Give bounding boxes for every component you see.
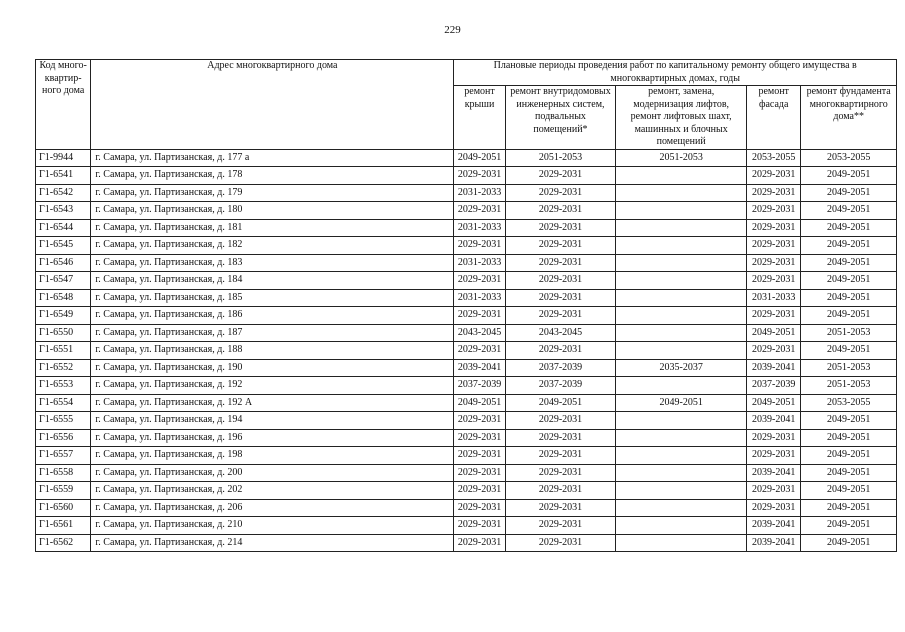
cell-facade: 2029-2031 [747, 429, 801, 447]
cell-address: г. Самара, ул. Партизанская, д. 214 [91, 534, 454, 552]
header-facade: ремонт фасада [747, 86, 801, 150]
cell-facade: 2031-2033 [747, 289, 801, 307]
table-row [36, 184, 897, 202]
cell-address: г. Самара, ул. Партизанская, д. 184 [91, 272, 454, 290]
cell-roof: 2039-2041 [454, 359, 505, 377]
cell-foundation: 2049-2051 [801, 464, 897, 482]
cell-roof: 2049-2051 [454, 394, 505, 412]
cell-systems: 2029-2031 [505, 307, 616, 325]
cell-lifts [616, 517, 747, 535]
cell-systems: 2029-2031 [505, 517, 616, 535]
cell-roof: 2029-2031 [454, 237, 505, 255]
cell-foundation: 2049-2051 [801, 237, 897, 255]
cell-address: г. Самара, ул. Партизанская, д. 186 [91, 307, 454, 325]
cell-facade: 2039-2041 [747, 534, 801, 552]
header-periods: Плановые периоды проведения работ по капитальному ремонту общего имущества в многоквартирных домах, годы [454, 60, 897, 86]
cell-foundation: 2049-2051 [801, 534, 897, 552]
table-row [36, 499, 897, 517]
cell-address: г. Самара, ул. Партизанская, д. 183 [91, 254, 454, 272]
cell-code: Г1-6541 [36, 167, 91, 185]
header-lifts: ремонт, замена, модернизация лифтов, ремонт лифтовых шахт, машинных и блочных помещений [616, 86, 747, 150]
cell-facade: 2029-2031 [747, 482, 801, 500]
cell-roof: 2037-2039 [454, 377, 505, 395]
cell-systems: 2029-2031 [505, 167, 616, 185]
table-row [36, 272, 897, 290]
cell-foundation: 2049-2051 [801, 482, 897, 500]
table-row [36, 359, 897, 377]
cell-systems: 2029-2031 [505, 289, 616, 307]
cell-lifts [616, 289, 747, 307]
cell-lifts [616, 254, 747, 272]
table-row [36, 202, 897, 220]
cell-foundation: 2051-2053 [801, 377, 897, 395]
cell-lifts [616, 342, 747, 360]
cell-facade: 2049-2051 [747, 394, 801, 412]
cell-address: г. Самара, ул. Партизанская, д. 187 [91, 324, 454, 342]
cell-address: г. Самара, ул. Партизанская, д. 182 [91, 237, 454, 255]
cell-code: Г1-6545 [36, 237, 91, 255]
cell-roof: 2043-2045 [454, 324, 505, 342]
cell-foundation: 2051-2053 [801, 359, 897, 377]
table-row [36, 447, 897, 465]
table-row [36, 412, 897, 430]
cell-code: Г1-6549 [36, 307, 91, 325]
cell-foundation: 2049-2051 [801, 184, 897, 202]
cell-systems: 2029-2031 [505, 464, 616, 482]
table-row [36, 219, 897, 237]
header-foundation: ремонт фундамента многоквартирного дома** [801, 86, 897, 150]
cell-address: г. Самара, ул. Партизанская, д. 202 [91, 482, 454, 500]
cell-address: г. Самара, ул. Партизанская, д. 181 [91, 219, 454, 237]
cell-lifts [616, 429, 747, 447]
table-row [36, 377, 897, 395]
header-code: Код много-квартир-ного дома [36, 60, 91, 150]
cell-lifts [616, 184, 747, 202]
cell-lifts [616, 167, 747, 185]
cell-lifts [616, 447, 747, 465]
cell-code: Г1-6547 [36, 272, 91, 290]
cell-lifts: 2035-2037 [616, 359, 747, 377]
cell-systems: 2029-2031 [505, 534, 616, 552]
cell-systems: 2029-2031 [505, 342, 616, 360]
cell-address: г. Самара, ул. Партизанская, д. 188 [91, 342, 454, 360]
cell-address: г. Самара, ул. Партизанская, д. 177 а [91, 149, 454, 167]
cell-foundation: 2049-2051 [801, 447, 897, 465]
cell-roof: 2029-2031 [454, 412, 505, 430]
cell-lifts [616, 377, 747, 395]
cell-code: Г1-6548 [36, 289, 91, 307]
cell-code: Г1-6553 [36, 377, 91, 395]
cell-systems: 2051-2053 [505, 149, 616, 167]
cell-roof: 2029-2031 [454, 517, 505, 535]
cell-roof: 2029-2031 [454, 534, 505, 552]
table-row [36, 482, 897, 500]
cell-roof: 2029-2031 [454, 429, 505, 447]
cell-foundation: 2049-2051 [801, 307, 897, 325]
cell-code: Г1-6543 [36, 202, 91, 220]
cell-code: Г1-6551 [36, 342, 91, 360]
cell-systems: 2043-2045 [505, 324, 616, 342]
cell-lifts [616, 307, 747, 325]
page-number: 229 [444, 24, 461, 36]
cell-address: г. Самара, ул. Партизанская, д. 198 [91, 447, 454, 465]
cell-foundation: 2049-2051 [801, 254, 897, 272]
cell-foundation: 2049-2051 [801, 202, 897, 220]
cell-facade: 2029-2031 [747, 237, 801, 255]
cell-code: Г1-6544 [36, 219, 91, 237]
cell-foundation: 2049-2051 [801, 517, 897, 535]
cell-systems: 2029-2031 [505, 447, 616, 465]
capital-repair-table [35, 59, 897, 552]
cell-foundation: 2049-2051 [801, 289, 897, 307]
cell-roof: 2049-2051 [454, 149, 505, 167]
cell-code: Г1-6560 [36, 499, 91, 517]
cell-lifts [616, 499, 747, 517]
cell-systems: 2029-2031 [505, 202, 616, 220]
cell-systems: 2029-2031 [505, 184, 616, 202]
cell-address: г. Самара, ул. Партизанская, д. 192 А [91, 394, 454, 412]
cell-facade: 2039-2041 [747, 517, 801, 535]
cell-code: Г1-6555 [36, 412, 91, 430]
cell-roof: 2029-2031 [454, 464, 505, 482]
cell-foundation: 2049-2051 [801, 219, 897, 237]
cell-code: Г1-6561 [36, 517, 91, 535]
cell-code: Г1-6550 [36, 324, 91, 342]
cell-address: г. Самара, ул. Партизанская, д. 178 [91, 167, 454, 185]
header-address: Адрес многоквартирного дома [91, 60, 454, 150]
cell-foundation: 2049-2051 [801, 167, 897, 185]
table-row [36, 394, 897, 412]
cell-facade: 2039-2041 [747, 412, 801, 430]
cell-roof: 2029-2031 [454, 342, 505, 360]
cell-roof: 2029-2031 [454, 167, 505, 185]
cell-lifts [616, 412, 747, 430]
cell-facade: 2029-2031 [747, 184, 801, 202]
cell-address: г. Самара, ул. Партизанская, д. 192 [91, 377, 454, 395]
cell-code: Г1-6556 [36, 429, 91, 447]
cell-facade: 2049-2051 [747, 324, 801, 342]
cell-code: Г1-6542 [36, 184, 91, 202]
cell-address: г. Самара, ул. Партизанская, д. 185 [91, 289, 454, 307]
cell-facade: 2029-2031 [747, 272, 801, 290]
cell-lifts [616, 324, 747, 342]
table-row [36, 167, 897, 185]
cell-systems: 2029-2031 [505, 412, 616, 430]
cell-address: г. Самара, ул. Партизанская, д. 210 [91, 517, 454, 535]
cell-foundation: 2049-2051 [801, 499, 897, 517]
table-row [36, 429, 897, 447]
cell-lifts [616, 237, 747, 255]
cell-code: Г1-6557 [36, 447, 91, 465]
cell-systems: 2029-2031 [505, 219, 616, 237]
table-body [36, 149, 897, 552]
cell-facade: 2037-2039 [747, 377, 801, 395]
cell-foundation: 2053-2055 [801, 394, 897, 412]
cell-facade: 2029-2031 [747, 342, 801, 360]
cell-address: г. Самара, ул. Партизанская, д. 200 [91, 464, 454, 482]
cell-roof: 2031-2033 [454, 219, 505, 237]
table-row [36, 464, 897, 482]
cell-systems: 2029-2031 [505, 272, 616, 290]
cell-address: г. Самара, ул. Партизанская, д. 206 [91, 499, 454, 517]
cell-roof: 2029-2031 [454, 482, 505, 500]
cell-code: Г1-6559 [36, 482, 91, 500]
cell-facade: 2029-2031 [747, 499, 801, 517]
table-row [36, 324, 897, 342]
cell-code: Г1-6552 [36, 359, 91, 377]
table-row [36, 517, 897, 535]
cell-lifts: 2049-2051 [616, 394, 747, 412]
cell-systems: 2029-2031 [505, 429, 616, 447]
cell-foundation: 2051-2053 [801, 324, 897, 342]
cell-foundation: 2053-2055 [801, 149, 897, 167]
cell-address: г. Самара, ул. Партизанская, д. 196 [91, 429, 454, 447]
cell-code: Г1-9944 [36, 149, 91, 167]
cell-systems: 2049-2051 [505, 394, 616, 412]
cell-lifts [616, 202, 747, 220]
header-systems: ремонт внутридомовых инженерных систем, подвальных помещений* [505, 86, 616, 150]
table-row [36, 342, 897, 360]
cell-systems: 2029-2031 [505, 254, 616, 272]
cell-facade: 2029-2031 [747, 219, 801, 237]
cell-roof: 2029-2031 [454, 202, 505, 220]
cell-address: г. Самара, ул. Партизанская, д. 179 [91, 184, 454, 202]
cell-systems: 2029-2031 [505, 499, 616, 517]
cell-roof: 2029-2031 [454, 499, 505, 517]
table-row [36, 307, 897, 325]
cell-systems: 2037-2039 [505, 377, 616, 395]
cell-code: Г1-6554 [36, 394, 91, 412]
cell-code: Г1-6546 [36, 254, 91, 272]
cell-systems: 2029-2031 [505, 482, 616, 500]
cell-lifts [616, 272, 747, 290]
cell-roof: 2029-2031 [454, 307, 505, 325]
cell-facade: 2029-2031 [747, 202, 801, 220]
cell-lifts [616, 219, 747, 237]
cell-systems: 2029-2031 [505, 237, 616, 255]
table-row [36, 254, 897, 272]
cell-code: Г1-6558 [36, 464, 91, 482]
cell-roof: 2031-2033 [454, 184, 505, 202]
cell-foundation: 2049-2051 [801, 429, 897, 447]
header-roof: ремонт крыши [454, 86, 505, 150]
cell-facade: 2039-2041 [747, 359, 801, 377]
table-header [36, 60, 897, 150]
cell-address: г. Самара, ул. Партизанская, д. 180 [91, 202, 454, 220]
cell-facade: 2029-2031 [747, 307, 801, 325]
cell-code: Г1-6562 [36, 534, 91, 552]
cell-lifts: 2051-2053 [616, 149, 747, 167]
table-row [36, 237, 897, 255]
cell-facade: 2029-2031 [747, 167, 801, 185]
cell-roof: 2029-2031 [454, 272, 505, 290]
cell-foundation: 2049-2051 [801, 342, 897, 360]
cell-lifts [616, 534, 747, 552]
cell-lifts [616, 464, 747, 482]
cell-roof: 2031-2033 [454, 289, 505, 307]
cell-foundation: 2049-2051 [801, 412, 897, 430]
cell-address: г. Самара, ул. Партизанская, д. 194 [91, 412, 454, 430]
cell-facade: 2029-2031 [747, 254, 801, 272]
cell-lifts [616, 482, 747, 500]
cell-address: г. Самара, ул. Партизанская, д. 190 [91, 359, 454, 377]
cell-systems: 2037-2039 [505, 359, 616, 377]
cell-facade: 2039-2041 [747, 464, 801, 482]
table-row [36, 534, 897, 552]
table-row [36, 289, 897, 307]
cell-facade: 2029-2031 [747, 447, 801, 465]
cell-roof: 2029-2031 [454, 447, 505, 465]
cell-facade: 2053-2055 [747, 149, 801, 167]
table-row [36, 149, 897, 167]
cell-roof: 2031-2033 [454, 254, 505, 272]
cell-foundation: 2049-2051 [801, 272, 897, 290]
